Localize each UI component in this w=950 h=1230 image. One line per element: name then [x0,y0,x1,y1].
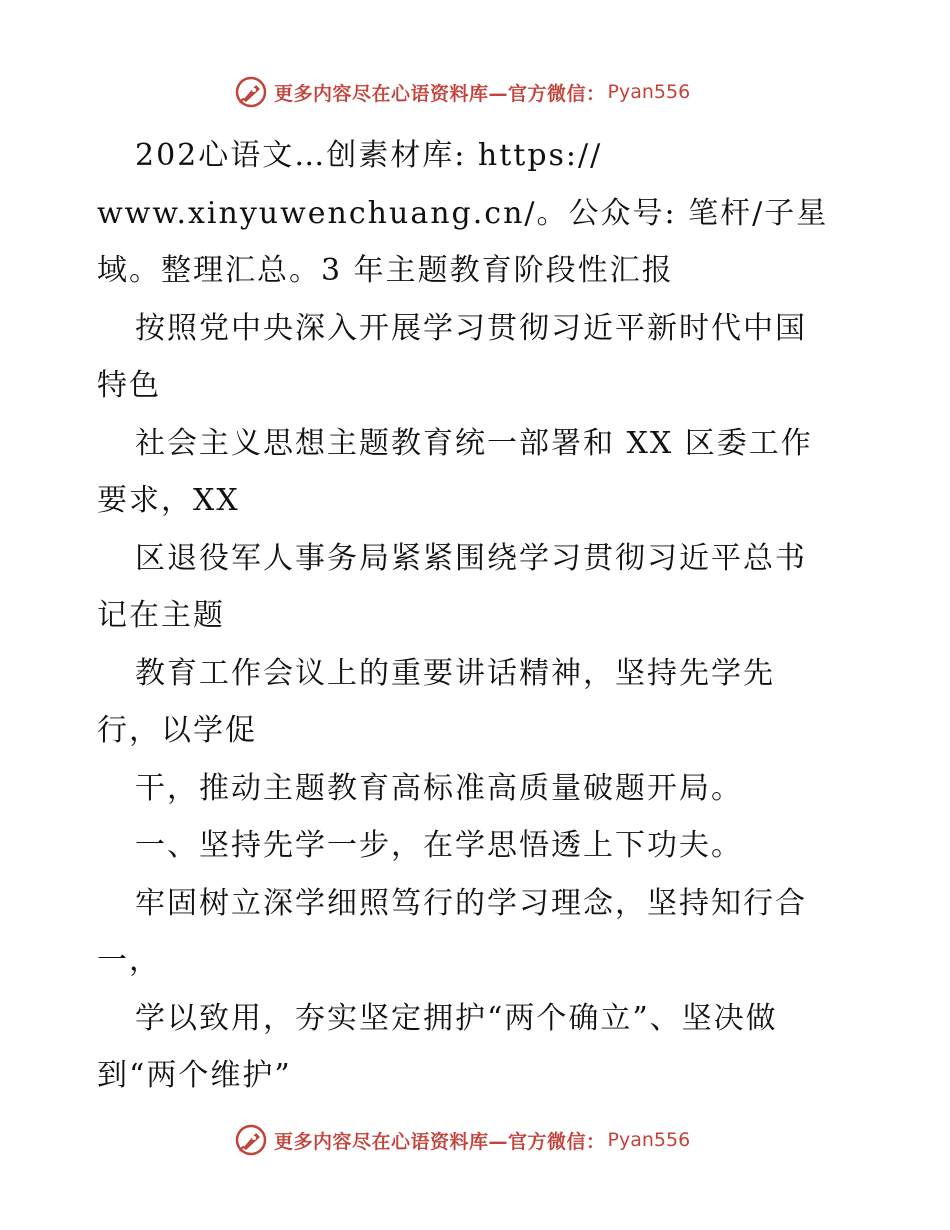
banner-wechat-handle: Pyan556 [607,81,691,103]
document-body [97,127,857,1105]
section-heading: 一、坚持先学一步，在学思悟透上下功夫。 [135,828,743,863]
text-line: 社会主义思想主题教育统一部署和 XX 区委工作 [135,425,813,461]
text-line: 一， [97,943,161,978]
text-line: 要求，XX [97,483,240,518]
text-line: 教育工作会议上的重要讲话精神，坚持先学先 [135,655,775,691]
header-banner [234,72,690,112]
banner-text: 更多内容尽在心语资料库—官方微信： [274,82,606,105]
text-line: 记在主题 [97,598,225,633]
text-line: 学以致用，夯实坚定拥护“两个确立”、坚决做 [135,1000,778,1036]
text-line: 202心语文…创素材库: https:// [135,138,603,173]
banner-text: 更多内容尽在心语资料库—官方微信： [274,1130,606,1153]
banner-wechat-handle: Pyan556 [607,1129,691,1151]
text-line: 域。整理汇总。3 年主题教育阶段性汇报 [97,253,674,288]
text-line: www.xinyuwenchuang.cn/。公众号: 笔杆/子星 [97,195,829,231]
pen-nib-logo-icon [234,1123,268,1157]
text-line: 到“两个维护” [97,1058,292,1093]
pen-nib-logo-icon [234,75,268,109]
footer-banner [234,1120,690,1160]
text-line: 行，以学促 [97,713,257,748]
text-line: 牢固树立深学细照笃行的学习理念，坚持知行合 [135,885,807,921]
text-line: 区退役军人事务局紧紧围绕学习贯彻习近平总书 [135,540,807,576]
text-line: 按照党中央深入开展学习贯彻习近平新时代中国 [135,310,807,346]
text-line: 干，推动主题教育高标准高质量破题开局。 [135,770,743,806]
text-line: 特色 [97,368,161,403]
